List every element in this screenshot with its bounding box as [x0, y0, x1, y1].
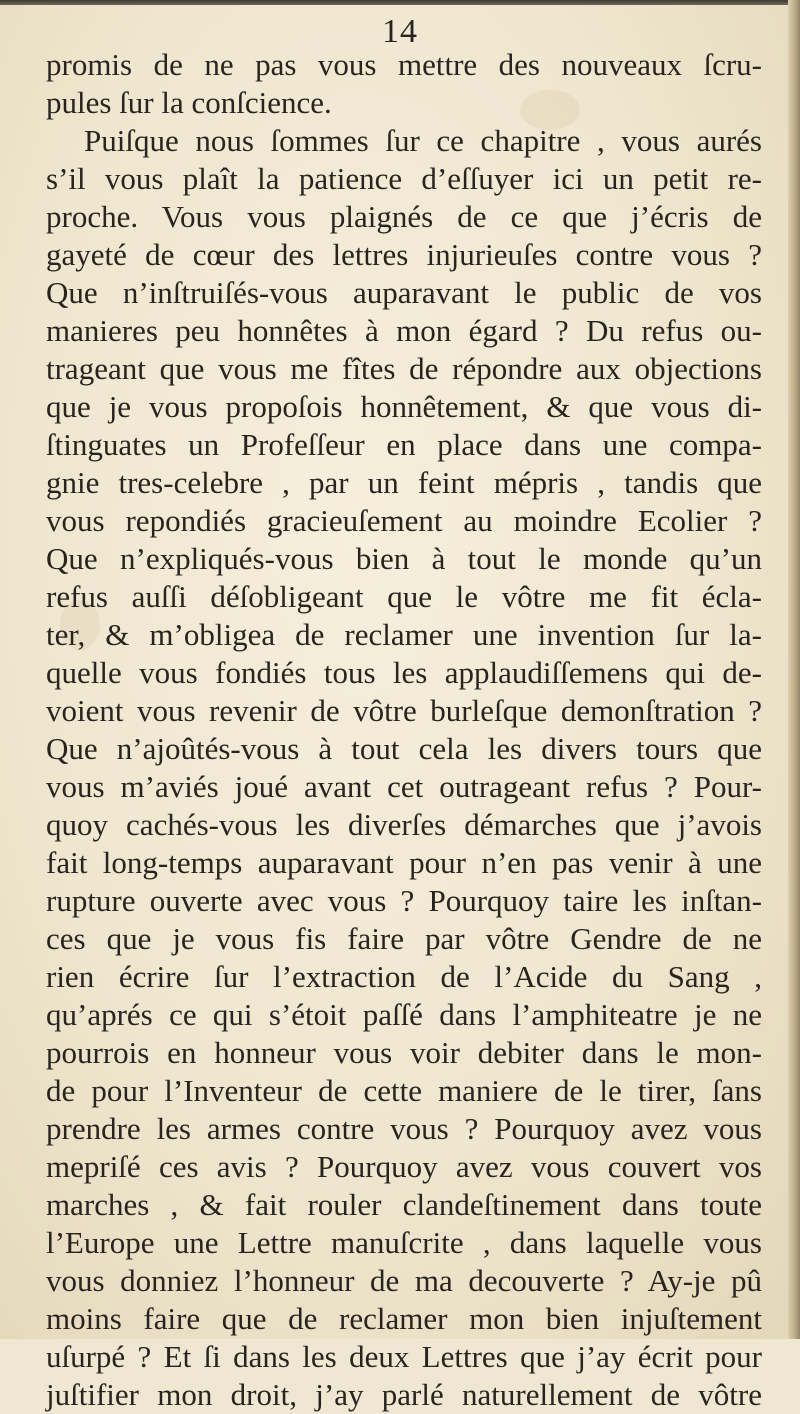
- text-line: Que n’inſtruiſés-vous auparavant le public de vos: [46, 275, 762, 310]
- page-binding-edge: [788, 0, 800, 1339]
- text-line: marches , & fait rouler clandeſtinement dans toute: [46, 1187, 762, 1222]
- text-line: vous m’aviés joué avant cet outrageant refus ? Pour-: [46, 769, 762, 804]
- text-line: manieres peu honnêtes à mon égard ? Du refus ou-: [46, 313, 762, 348]
- text-line: juſtifier mon droit, j’ay parlé naturellement de vôtre: [46, 1377, 762, 1412]
- text-line: voient vous revenir de vôtre burleſque demonſtration ?: [46, 693, 762, 728]
- page-top-edge: [0, 0, 800, 5]
- text-line: vous repondiés gracieuſement au moindre Ecolier ?: [46, 503, 762, 538]
- text-line: trageant que vous me fîtes de répondre aux objections: [46, 351, 762, 386]
- text-line: refus auſſi déſobligeant que le vôtre me fit écla-: [46, 579, 762, 614]
- text-line: pourrois en honneur vous voir debiter dans le mon-: [46, 1035, 762, 1070]
- text-line: pules ſur la conſcience.: [46, 85, 332, 120]
- text-line: ces que je vous fis faire par vôtre Gendre de ne: [46, 921, 762, 956]
- page-text-block: [46, 46, 762, 1414]
- text-line: Puiſque nous ſommes ſur ce chapitre , vous aurés: [84, 123, 762, 158]
- text-line: quoy cachés-vous les diverſes démarches que j’avois: [46, 807, 762, 842]
- text-line: moins faire que de reclamer mon bien injuſtement: [46, 1301, 762, 1336]
- text-line: uſurpé ? Et ſi dans les deux Lettres que j’ay écrit pour: [46, 1339, 762, 1374]
- text-line: l’Europe une Lettre manuſcrite , dans laquelle vous: [46, 1225, 762, 1260]
- text-line: fait long-temps auparavant pour n’en pas venir à une: [46, 845, 762, 880]
- text-line: Que n’ajoûtés-vous à tout cela les divers tours que: [46, 731, 762, 766]
- page-number: 14: [382, 13, 418, 50]
- text-line: gayeté de cœur des lettres injurieuſes contre vous ?: [46, 237, 762, 272]
- text-line: ſtinguates un Profeſſeur en place dans une compa-: [46, 427, 762, 462]
- text-line: Que n’expliqués-vous bien à tout le monde qu’un: [46, 541, 762, 576]
- text-line: ter, & m’obligea de reclamer une invention ſur la-: [46, 617, 762, 652]
- text-line: gnie tres-celebre , par un feint mépris , tandis que: [46, 465, 762, 500]
- text-line: promis de ne pas vous mettre des nouveaux ſcru-: [46, 47, 762, 82]
- text-line: rupture ouverte avec vous ? Pourquoy taire les inſtan-: [46, 883, 762, 918]
- text-line: mepriſé ces avis ? Pourquoy avez vous couvert vos: [46, 1149, 762, 1184]
- text-line: rien écrire ſur l’extraction de l’Acide du Sang ,: [46, 959, 762, 994]
- text-line: qu’aprés ce qui s’étoit paſſé dans l’amphiteatre je ne: [46, 997, 762, 1032]
- text-line: s’il vous plaît la patience d’eſſuyer ici un petit re-: [46, 161, 762, 196]
- text-line: de pour l’Inventeur de cette maniere de le tirer, ſans: [46, 1073, 762, 1108]
- text-line: proche. Vous vous plaignés de ce que j’écris de: [46, 199, 762, 234]
- text-line: quelle vous fondiés tous les applaudiſſemens qui de-: [46, 655, 762, 690]
- text-line: que je vous propoſois honnêtement, & que vous di-: [46, 389, 762, 424]
- text-line: vous donniez l’honneur de ma decouverte ? Ay-je pû: [46, 1263, 762, 1298]
- text-line: prendre les armes contre vous ? Pourquoy avez vous: [46, 1111, 762, 1146]
